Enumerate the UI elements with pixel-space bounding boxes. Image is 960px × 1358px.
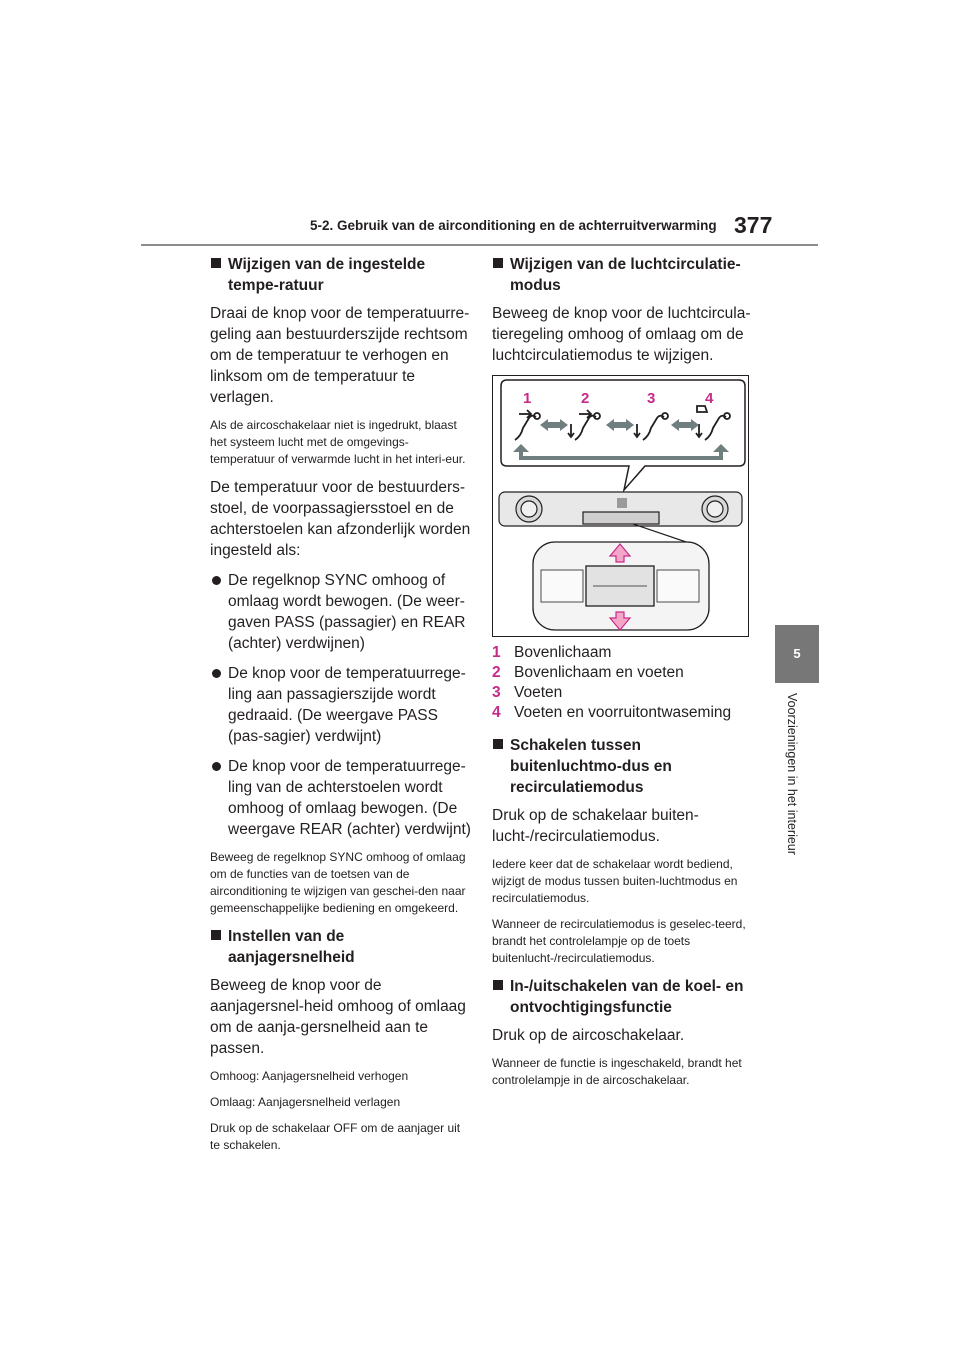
bullet-dot-icon	[212, 576, 221, 585]
square-bullet-icon	[211, 258, 221, 268]
airflow-mode-body: Beweeg de knop voor de luchtcircula-tieregeling omhoog of omlaag om de luchtcirculatiemodus te wijzigen.	[492, 305, 751, 364]
chapter-tab	[775, 625, 819, 683]
square-bullet-icon	[493, 980, 503, 990]
bullet-dot-icon	[212, 669, 221, 678]
ac-note: Wanneer de functie is ingeschakeld, brandt het controlelampje in de aircoschakelaar.	[492, 1056, 742, 1087]
mode-number-2: 2	[581, 390, 590, 407]
left-column	[210, 254, 472, 1163]
bullet-dot-icon	[212, 762, 221, 771]
ac-body: Druk op de aircoschakelaar.	[492, 1027, 685, 1044]
airflow-diagram	[493, 376, 748, 636]
ac-heading: In-/uitschakelen van de koel- en ontvochtigingsfunctie	[492, 976, 754, 1018]
section-title: 5-2. Gebruik van de airconditioning en de achterruitverwarming	[310, 218, 717, 233]
chapter-number: 5	[793, 646, 801, 661]
fan-down-note: Omlaag: Aanjagersnelheid verlagen	[210, 1095, 401, 1109]
recirculation-note-2: Wanneer de recirculatiemodus is geselec-teerd, brandt het controlelampje op de toets buitenlucht-/recirculatiemodus.	[492, 917, 746, 965]
square-bullet-icon	[493, 739, 503, 749]
legend-item: 1 Bovenlichaam	[492, 644, 612, 661]
chapter-title-container	[785, 693, 805, 883]
airflow-mode-heading: Wijzigen van de luchtcirculatie-modus	[492, 254, 754, 296]
mode-legend	[492, 643, 754, 723]
bullet-item: De knop voor de temperatuurrege-ling aan passagierszijde wordt gedraaid. (De weergave PASS (pas-sagier) verdwijnt)	[210, 663, 472, 747]
header-divider	[141, 244, 818, 246]
legend-item: 4 Voeten en voorruitontwaseming	[492, 704, 732, 721]
control-panel	[499, 492, 742, 526]
bullet-item: De knop voor de temperatuurrege-ling van de achterstoelen wordt omhoog of omlaag bewogen. (De weergave REAR (achter) verdwijnt)	[210, 756, 472, 840]
square-bullet-icon	[493, 258, 503, 268]
legend-item: 2 Bovenlichaam en voeten	[492, 664, 684, 681]
legend-item: 3 Voeten	[492, 684, 563, 701]
mode-number-4: 4	[705, 390, 714, 407]
recirculation-note-1: Iedere keer dat de schakelaar wordt bediend, wijzigt de modus tussen buiten-luchtmodus en recirculatiemodus.	[492, 857, 738, 905]
mode-number-3: 3	[647, 390, 656, 407]
temperature-body-2: De temperatuur voor de bestuurders-stoel, de voorpassagiersstoel en de achterstoelen kan afzonderlijk worden ingesteld als:	[210, 479, 471, 559]
recirculation-body: Druk op de schakelaar buiten-lucht-/recirculatiemodus.	[492, 807, 699, 845]
page-number: 377	[734, 212, 773, 238]
fan-body: Beweeg de knop voor de aanjagersnel-heid omhoog of omlaag om de aanja-gersnelheid aan te passen.	[210, 977, 466, 1057]
sync-note: Beweeg de regelknop SYNC omhoog of omlaag om de functies van de toetsen van de airconditioning te wijzigen van geschei-den naar gemeenschappelijke bediening en omgekeerd.	[210, 850, 466, 915]
temperature-heading: Wijzigen van de ingestelde tempe-ratuur	[210, 254, 472, 296]
mode-number-1: 1	[523, 390, 532, 407]
fan-heading: Instellen van de aanjagersnelheid	[210, 926, 472, 968]
bullet-item: De regelknop SYNC omhoog of omlaag wordt bewogen. (De weer-gaven PASS (passagier) en REAR (achter) verdwijnen)	[210, 570, 472, 654]
airflow-mode-illustration	[492, 375, 749, 637]
square-bullet-icon	[211, 930, 221, 940]
chapter-title: Voorzieningen in het interieur	[785, 693, 799, 855]
temperature-body: Draai de knop voor de temperatuurre-geling aan bestuurderszijde rechtsom om de temperatuur te verhogen en linksom om de temperatuur te verlagen.	[210, 305, 470, 406]
temperature-note: Als de aircoschakelaar niet is ingedrukt, blaast het systeem lucht met de omgevings-temperatuur of verwarmde lucht in het interi-eur.	[210, 418, 466, 466]
fan-off-note: Druk op de schakelaar OFF om de aanjager uit te schakelen.	[210, 1121, 461, 1152]
right-column	[492, 254, 754, 1098]
fan-up-note: Omhoog: Aanjagersnelheid verhogen	[210, 1069, 409, 1083]
recirculation-heading: Schakelen tussen buitenluchtmo-dus en recirculatiemodus	[492, 735, 754, 798]
